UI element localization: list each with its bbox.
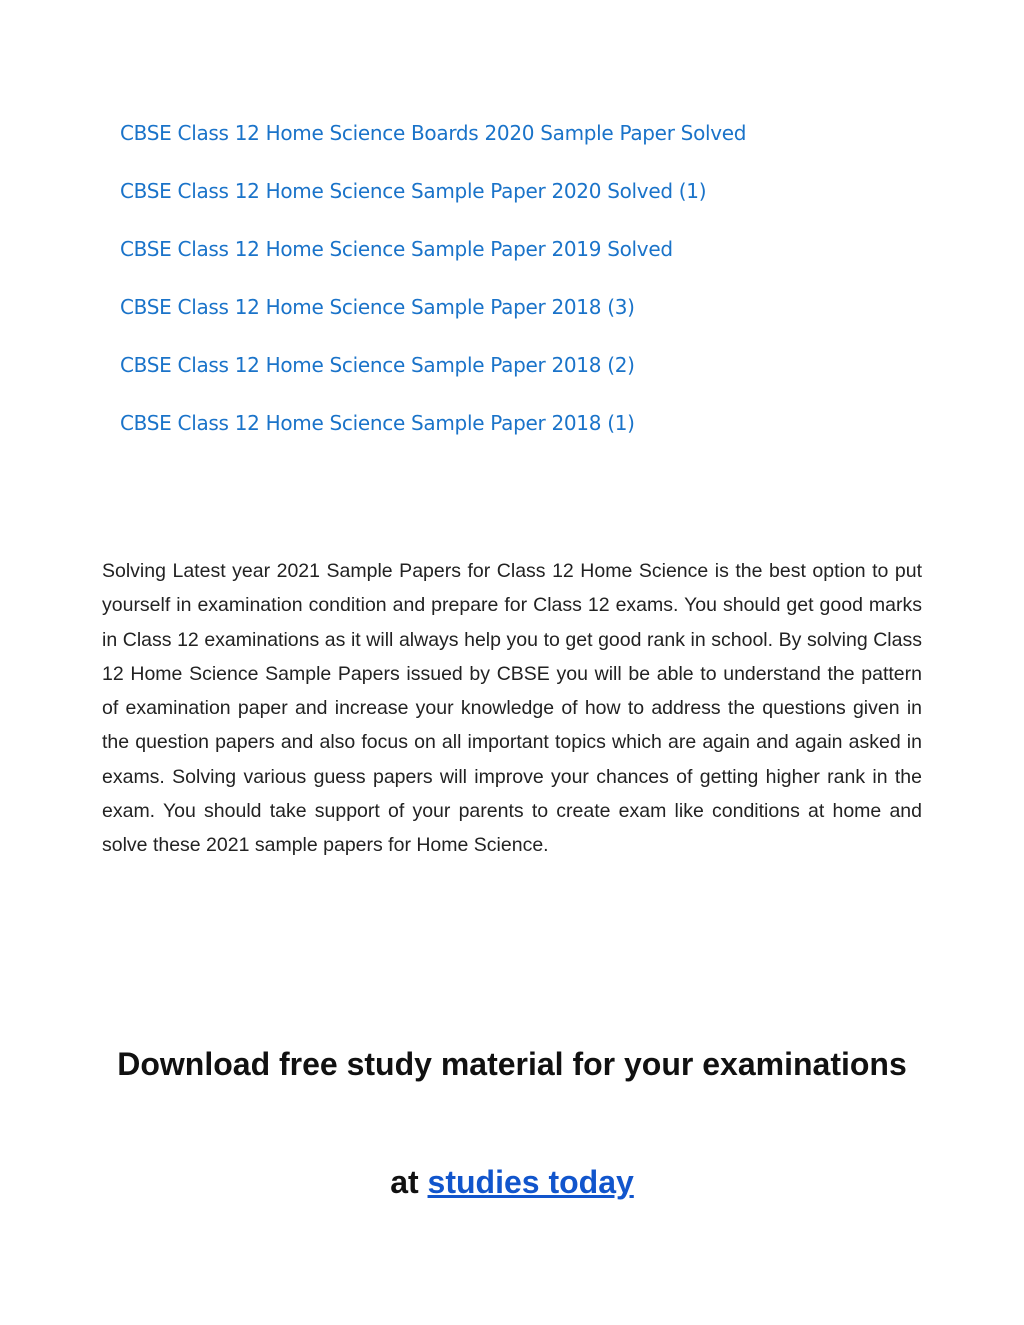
download-heading	[0, 1042, 1024, 1086]
list-item	[120, 406, 920, 464]
studies-today-prefix: at	[390, 1164, 428, 1200]
sample-paper-link-2[interactable]: CBSE Class 12 Home Science Sample Paper 2020 Solved (1)	[120, 179, 707, 203]
list-item	[120, 290, 920, 348]
sample-paper-link-list	[120, 116, 920, 464]
body-paragraph: Solving Latest year 2021 Sample Papers for Class 12 Home Science is the best option to put yourself in examination condition and prepare for Class 12 exams. You should get good marks in Class 12 examinations as it will always help you to get good rank in school. By solving Class 12 Home Science Sample Papers issued by CBSE you will be able to understand the pattern of examination paper and increase your knowledge of how to address the questions given in the question papers and also focus on all important topics which are again and again asked in exams. Solving various guess papers will improve your chances of getting higher rank in the exam. You should take support of your parents to create exam like conditions at home and solve these 2021 sample papers for Home Science.	[102, 560, 922, 857]
list-item	[120, 232, 920, 290]
list-item	[120, 116, 920, 174]
sample-paper-link-1[interactable]: CBSE Class 12 Home Science Boards 2020 Sample Paper Solved	[120, 121, 747, 145]
sample-paper-link-5[interactable]: CBSE Class 12 Home Science Sample Paper 2018 (2)	[120, 353, 635, 377]
studies-today-line	[0, 1160, 1024, 1204]
list-item	[120, 174, 920, 232]
studies-today-link[interactable]: studies today	[427, 1164, 634, 1200]
sample-paper-link-3[interactable]: CBSE Class 12 Home Science Sample Paper 2019 Solved	[120, 237, 673, 261]
list-item	[120, 348, 920, 406]
download-heading-text: Download free study material for your examination	[117, 1046, 889, 1082]
sample-paper-link-6[interactable]: CBSE Class 12 Home Science Sample Paper 2018 (1)	[120, 411, 635, 435]
sample-paper-link-4[interactable]: CBSE Class 12 Home Science Sample Paper 2018 (3)	[120, 295, 635, 319]
download-heading-bold-suffix: s	[888, 1046, 907, 1082]
